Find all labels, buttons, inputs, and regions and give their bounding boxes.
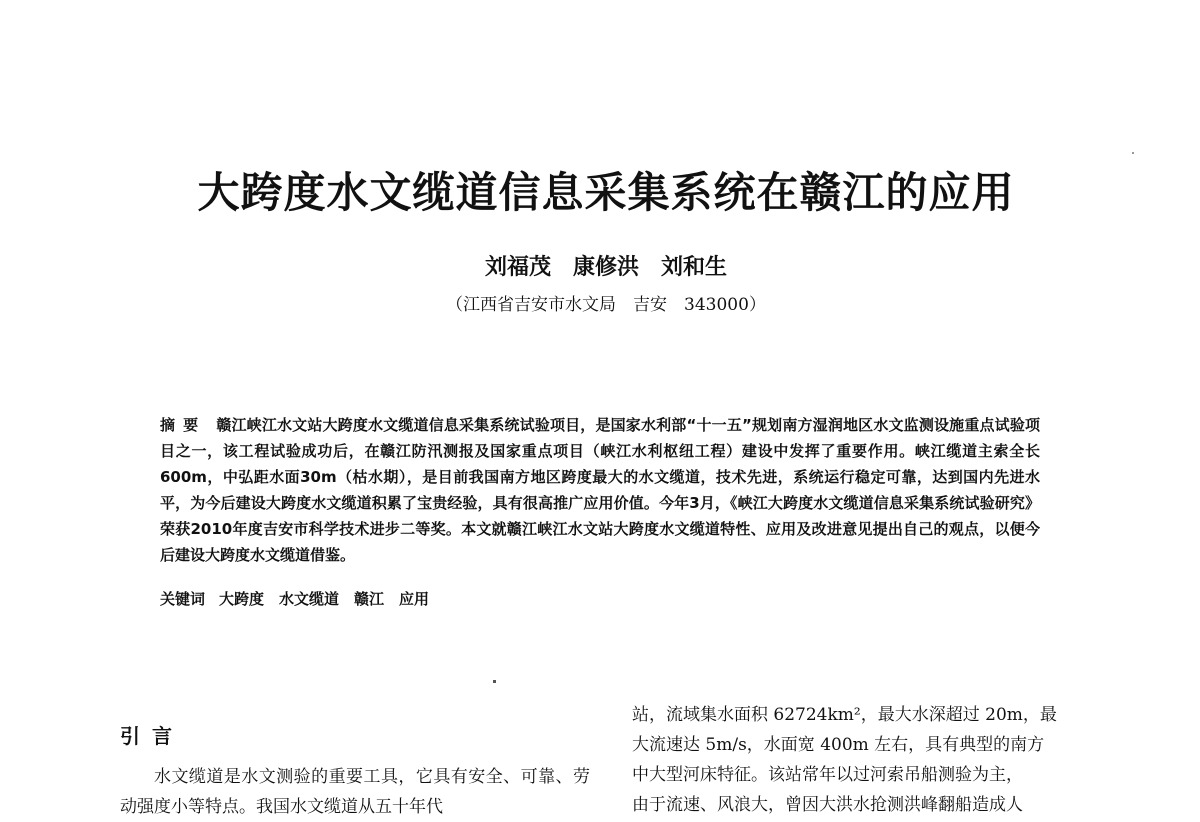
body-column-left [120, 762, 590, 822]
right-line: 中大型河床特征。该站常年以过河索吊船测验为主， [632, 765, 1023, 785]
abstract-label: 摘要 [160, 416, 207, 434]
keywords [160, 586, 1040, 612]
left-paragraph: 水文缆道是水文测验的重要工具，它具有安全、可靠、劳动强度小等特点。我国水文缆道从五十年代 [120, 767, 590, 817]
keywords-text: 大跨度 水文缆道 赣江 应用 [219, 590, 430, 608]
paper-title: 大跨度水文缆道信息采集系统在赣江的应用 [197, 168, 1015, 217]
right-line: 站，流域集水面积 62724km²，最大水深超过 20m，最 [632, 705, 1057, 725]
abstract [160, 412, 1040, 568]
scan-speck [1132, 152, 1134, 154]
scan-dot [493, 680, 496, 683]
author-list: 刘福茂 康修洪 刘和生 [484, 255, 727, 280]
right-line: 大流速达 5m/s，水面宽 400m 左右，具有典型的南方 [632, 735, 1045, 755]
keywords-label: 关键词 [160, 590, 206, 608]
affiliation: （江西省吉安市水文局 吉安 343000） [446, 295, 766, 315]
abstract-text: 赣江峡江水文站大跨度水文缆道信息采集系统试验项目，是国家水利部“十一五”规划南方湿润地区水文监测设施重点试验项目之一，该工程试验成功后，在赣江防汛测报及国家重点项目（峡江水利枢纽工程）建设中发挥了重要作用。峡江缆道主索全长600m，中弘距水面30m（枯水期），是目前我国南方地区跨度最大的水文缆道，技术先进，系统运行稳定可靠，达到国内先进水平，为今后建设大跨度水文缆道积累了宝贵经验，具有很高推广应用价值。今年3月，《峡江大跨度水文缆道信息采集系统试验研究》荣获2010年度吉安市科学技术进步二等奖。本文就赣江峡江水文站大跨度水文缆道特性、应用及改进意见提出自己的观点，以便今后建设大跨度水文缆道借鉴。 [160, 416, 1040, 564]
body-column-right [632, 700, 1107, 820]
section-heading: 引言 [120, 724, 184, 748]
right-line: 由于流速、风浪大，曾因大洪水抢测洪峰翻船造成人 [632, 795, 1023, 815]
